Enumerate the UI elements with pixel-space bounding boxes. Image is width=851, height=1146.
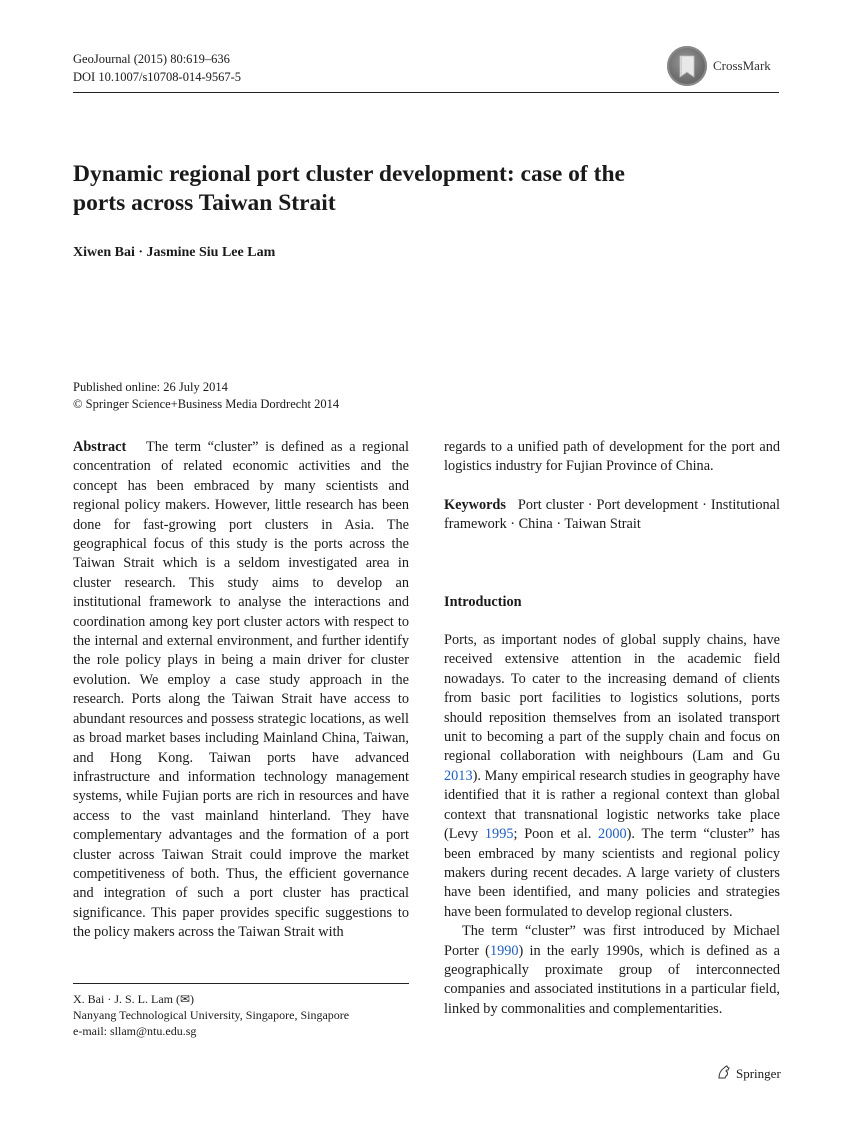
journal-header [73, 50, 241, 86]
intro-text: The term “cluster” was first introduced by Michael Porter ( [444, 923, 780, 959]
abstract-text-left: The term “cluster” is defined as a regional concentration of related economic activities and the concept has been embraced by many scientists and regional policy makers. However, little research has been done for fast-growing port clusters in Asia. The geographical focus of this study is the ports across the Taiwan Strait which is a seldom investigated area in cluster research. This study aims to develop an institutional framework to analyse the interactions and coordination among key port cluster actors with respect to the internal and external environment, and further identify the role policy plays in being a main driver for cluster evolution. We employ a case study approach in the research. Ports along the Taiwan Strait have access to abundant resources and possess strategic locations, as well as broad market bases including Mainland China, Taiwan, and Hong Kong. Taiwan ports have advanced infrastructure and information technology management systems, while Fujian ports are rich in resources and have access to the vast mainland hinterland. They have complementary advantages and the formation of a port cluster across Taiwan Strait could improve the market competitiveness of both. Thus, the efficient governance and integration of such a port cluster has practical significance. This paper provides specific suggestions to the policy makers across the Taiwan Strait with [73, 439, 409, 941]
header-divider [73, 92, 779, 93]
citation-link[interactable]: 2000 [598, 826, 627, 843]
publisher-mark [716, 1064, 781, 1084]
publication-info [73, 379, 339, 413]
citation-link[interactable]: 2013 [444, 767, 473, 784]
citation-link[interactable]: 1995 [484, 826, 514, 843]
left-column [73, 438, 409, 943]
intro-text: ). The term “cluster” has been embraced by many scientists and regional policy makers during recent decades. A large variety of clusters have been identified, and many policies and strategies have been formulated to develop regional clusters. [444, 826, 780, 920]
copyright-notice: © Springer Science+Business Media Dordrecht 2014 [73, 397, 340, 411]
crossmark-badge[interactable] [667, 46, 771, 86]
section-heading-introduction: Introduction [444, 593, 522, 610]
author-footnote [73, 991, 349, 1039]
intro-text: ). Many empirical research studies in geography have identified that it is rather a regional context than global context that transnational logistic networks take place (Levy [444, 767, 780, 843]
paper-title: Dynamic regional port cluster development: case of the ports across Taiwan Strait [73, 161, 625, 216]
crossmark-icon [667, 46, 707, 86]
publisher-name: Springer [736, 1066, 781, 1081]
intro-paragraph-2 [444, 922, 780, 1019]
doi[interactable]: DOI 10.1007/s10708-014-9567-5 [73, 70, 242, 84]
right-column [444, 438, 780, 1019]
intro-text: ) in the early 1990s, which is defined as a geographically proximate group of interconnected companies and associated institutions in a particular field, linked by commonalities and complementarities. [444, 942, 781, 1017]
footnote-affiliation: Nanyang Technological University, Singapore, Singapore [73, 1008, 350, 1022]
crossmark-label: CrossMark [713, 58, 771, 73]
abstract [73, 438, 409, 943]
published-date: Published online: 26 July 2014 [73, 380, 228, 394]
author-list: Xiwen Bai · Jasmine Siu Lee Lam [73, 245, 276, 260]
keywords [444, 496, 780, 535]
footnote-authors: X. Bai · J. S. L. Lam (✉) [73, 992, 195, 1006]
keywords-text: Port cluster · Port development · Institutional framework · China · Taiwan Strait [444, 496, 780, 533]
springer-horse-icon [716, 1064, 732, 1084]
abstract-continued: regards to a unified path of development for the port and logistics industry for Fujian Province of China. [444, 439, 780, 475]
intro-text: Ports, as important nodes of global supply chains, have received extensive attention in the academic field nowadays. To cater to the increasing demand of clients from basic port facilities to logistics solutions, ports should reposition themselves from an isolated transport unit to becoming a part of the supply chain and focus on regional collaboration with neighbours (Lam and Gu [444, 632, 780, 765]
intro-paragraph-1 [444, 631, 780, 922]
citation-link[interactable]: 1990 [489, 942, 519, 959]
intro-text: ; Poon et al. [513, 826, 599, 843]
footnote-divider [73, 983, 409, 984]
journal-citation: GeoJournal (2015) 80:619–636 [73, 52, 230, 66]
abstract-label: Abstract [73, 439, 127, 455]
keywords-label: Keywords [444, 496, 506, 513]
footnote-email[interactable]: e-mail: sllam@ntu.edu.sg [73, 1024, 197, 1038]
